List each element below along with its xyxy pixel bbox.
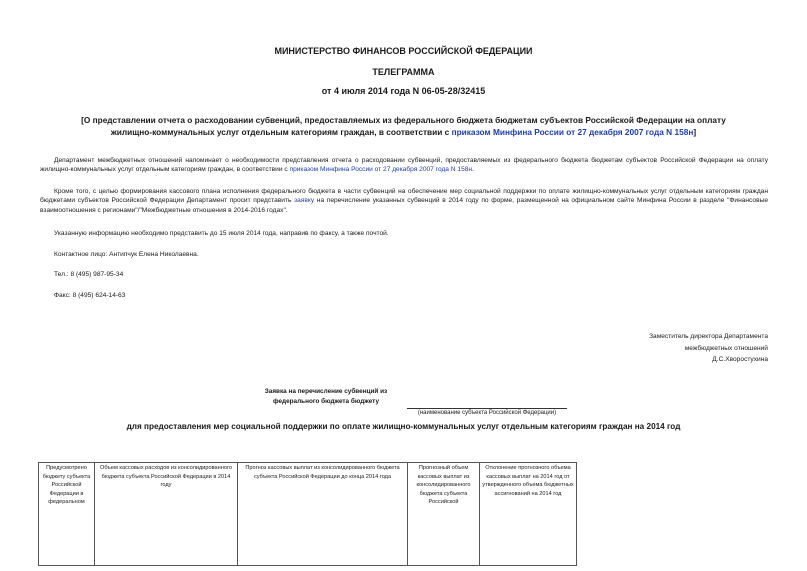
paragraph-reminder (40, 156, 768, 175)
subject-name-underline (407, 408, 567, 409)
subject-line-2-text: жилищно-коммунальных услуг отдельным категориям граждан, в соответствии с (110, 126, 452, 137)
application-table (38, 462, 577, 566)
table-header-cell: Прогнозный объем кассовых выплат из консолидированного бюджета субъекта Российской (408, 463, 480, 566)
paragraph-request-end: на перечисление указанных субвенций в 2014 году по форме, размещенной на официальном сайте Минфина России в разделе "Финансовые взаимоотношения с регионами"/"Межбюджетные отношения в 2014-2016 годах". (40, 197, 769, 214)
subject-line-2-end: ] (693, 126, 697, 137)
table-header-cell: Отклонение прогнозного объема кассовых выплат на 2014 год от утвержденного объема бюджетных ассигнований на 2014 год (480, 463, 577, 566)
subject-name-caption: (наименование субъекта Российской Федерации) (417, 410, 557, 416)
table-header-cell: Прогноз кассовых выплат из консолидированного бюджета субъекта Российской Федерации до конца 2014 года (238, 463, 408, 566)
paragraph-request-text: Кроме того, с целью формирования кассового плана исполнения федерального бюджета в части субвенций на обеспечение мер социальной поддержки по оплате жилищно-коммунальных услуг отдельным категориям граждан бюджетами субъектов Российской Федерации Департамент просит представить (40, 188, 768, 205)
application-link[interactable]: заявку (294, 197, 315, 205)
form-title-line-1: Заявка на перечисление субвенций из (264, 388, 388, 395)
paragraph-order-link[interactable]: приказом Минфина России от 27 декабря 2007 года N 158н (289, 166, 473, 174)
paragraph-reminder-end: . (472, 166, 474, 174)
contact-fax: Факс: 8 (495) 624-14-63 (54, 292, 126, 299)
paragraph-request (40, 187, 768, 215)
form-title (226, 387, 426, 406)
paragraph-reminder-text: Департамент межбюджетных отношений напоминает о необходимости представления отчета о расходовании субвенций, предоставляемых из федерального бюджета бюджетам субъектов Российской Федерации на оплату жилищно-коммунальных услуг отдельным категориям граждан, в соответствии с (40, 157, 768, 174)
ministry-title: МИНИСТЕРСТВО ФИНАНСОВ РОССИЙСКОЙ ФЕДЕРАЦИИ (274, 46, 533, 56)
subject-order-link[interactable]: приказом Минфина России от 27 декабря 2007 года N 158н (451, 126, 694, 137)
signature-department: межбюджетных отношений (684, 344, 768, 352)
form-heading: для предоставления мер социальной поддержки по оплате жилищно-коммунальных услуг отдельным категориям граждан на 2014 год (126, 422, 681, 431)
paragraph-deadline: Указанную информацию необходимо представить до 15 июля 2014 года, направив по факсу, а также почтой. (54, 230, 389, 237)
document-subject (0, 115, 807, 138)
form-title-line-2: федерального бюджета бюджету (272, 397, 380, 405)
signature-position: Заместитель директора Департамента (649, 333, 768, 340)
contact-phone: Тел.: 8 (495) 987-95-34 (54, 271, 124, 278)
subject-line-2 (0, 127, 807, 139)
table-header-cell: Объем кассовых расходов из консолидированного бюджета субъекта Российской Федерации в 2014 году (95, 463, 238, 566)
table-header-cell: Предусмотрено бюджету субъекта Российской Федерации в федеральном (39, 463, 95, 566)
contact-person: Контактное лицо: Антипчук Елена Николаевна. (54, 251, 199, 258)
table-header-row (39, 463, 577, 566)
subject-line-1: [О представлении отчета о расходовании субвенций, предоставляемых из федерального бюджета бюджетам субъектов Российской Федерации на оплату (81, 115, 726, 125)
document-type: ТЕЛЕГРАММА (372, 67, 435, 77)
signature-block (649, 331, 768, 366)
signature-name: Д.С.Хворостухина (712, 356, 768, 363)
document-date-number: от 4 июля 2014 года N 06-05-28/32415 (321, 86, 486, 96)
